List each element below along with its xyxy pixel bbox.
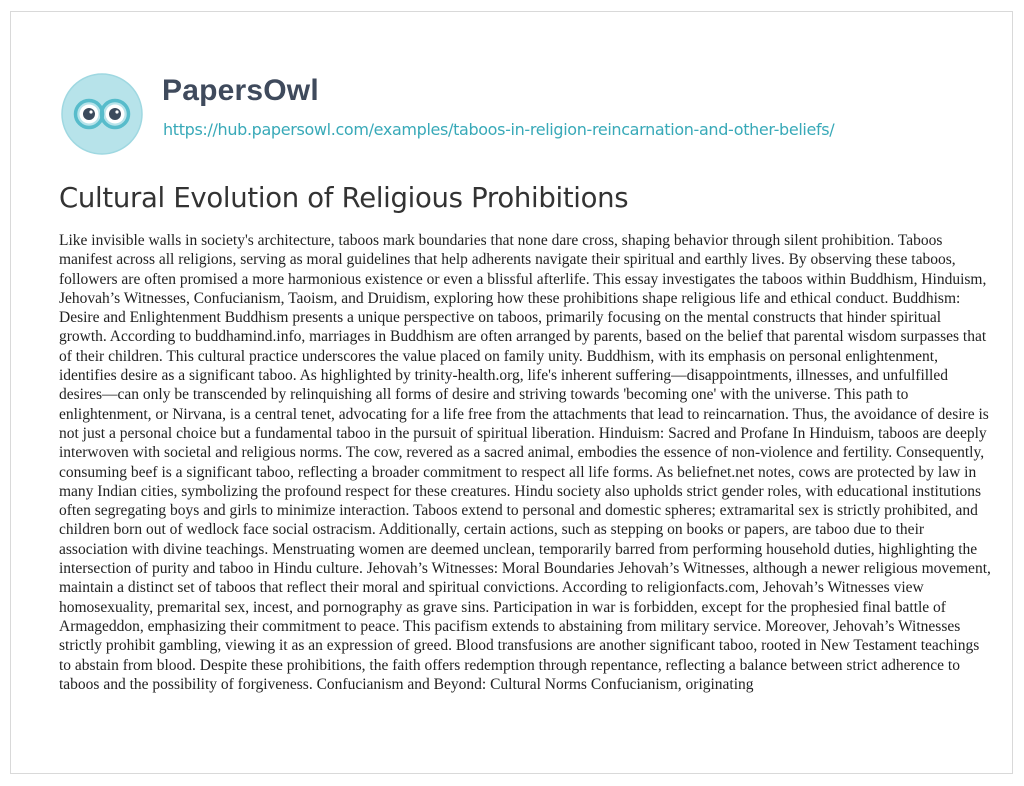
logo-left-pupil (83, 108, 95, 120)
document-page (10, 11, 1013, 774)
essay-title: Cultural Evolution of Religious Prohibitions (59, 182, 629, 214)
owl-eyes-icon (60, 72, 144, 156)
brand-name: PapersOwl (162, 74, 319, 107)
logo-right-pupil (109, 108, 121, 120)
logo-left-glint (89, 110, 92, 113)
logo-right-glint (115, 110, 118, 113)
site-header (60, 70, 980, 150)
essay-body: Like invisible walls in society's architecture, taboos mark boundaries that none dare cross, shaping behavior through silent prohibition. Taboos manifest across all religions, serving as moral guidelines that help adherents navigate their spiritual and earthly lives. By observing these taboos, followers are often promised a more harmonious existence or even a blissful afterlife. This essay investigates the taboos within Buddhism, Hinduism, Jehovah’s Witnesses, Confucianism, Taoism, and Druidism, exploring how these prohibitions shape religious life and ethical conduct. Buddhism: Desire and Enlightenment Buddhism presents a unique perspective on taboos, primarily focusing on the mental constructs that hinder spiritual growth. According to buddhamind.info, marriages in Buddhism are often arranged by parents, based on the belief that parental wisdom surpasses that of their children. This cultural practice underscores the value placed on family unity. Buddhism, with its emphasis on personal enlightenment, identifies desire as a significant taboo. As highlighted by trinity-health.org, life's inherent suffering—disappointments, illnesses, and unfulfilled desires—can only be transcended by relinquishing all forms of desire and striving towards 'becoming one' with the universe. This path to enlightenment, or Nirvana, is a central tenet, advocating for a life free from the attachments that lead to reincarnation. Thus, the avoidance of desire is not just a personal choice but a fundamental taboo in the pursuit of spiritual liberation. Hinduism: Sacred and Profane In Hinduism, taboos are deeply interwoven with societal and religious norms. The cow, revered as a sacred animal, embodies the essence of non-violence and fertility. Consequently, consuming beef is a significant taboo, reflecting a broader commitment to respect all life forms. As beliefnet.net notes, cows are protected by law in many Indian cities, symbolizing the profound respect for these creatures. Hindu society also upholds strict gender roles, with educational institutions often segregating boys and girls to minimize interaction. Taboos extend to personal and domestic spheres; extramarital sex is strictly prohibited, and children born out of wedlock face social ostracism. Additionally, certain actions, such as stepping on books or papers, are taboo due to their association with divine teachings. Menstruating women are deemed unclean, temporarily barred from performing household duties, highlighting the intersection of purity and taboo in Hindu culture. Jehovah’s Witnesses: Moral Boundaries Jehovah’s Witnesses, although a newer religious movement, maintain a distinct set of taboos that reflect their moral and spiritual convictions. According to religionfacts.com, Jehovah’s Witnesses view homosexuality, premarital sex, incest, and pornography as grave sins. Participation in war is forbidden, except for the prophesied final battle of Armageddon, emphasizing their commitment to peace. This pacifism extends to abstaining from military service. Moreover, Jehovah’s Witnesses strictly prohibit gambling, viewing it as an expression of greed. Blood transfusions are another significant taboo, rooted in New Testament teachings to abstain from blood. Despite these prohibitions, the faith offers redemption through repentance, reflecting a balance between strict adherence to taboos and the possibility of forgiveness. Confucianism and Beyond: Cultural Norms Confucianism, originating (59, 232, 991, 693)
source-url-link[interactable]: https://hub.papersowl.com/examples/taboos-in-religion-reincarnation-and-other-beliefs/ (163, 120, 835, 139)
